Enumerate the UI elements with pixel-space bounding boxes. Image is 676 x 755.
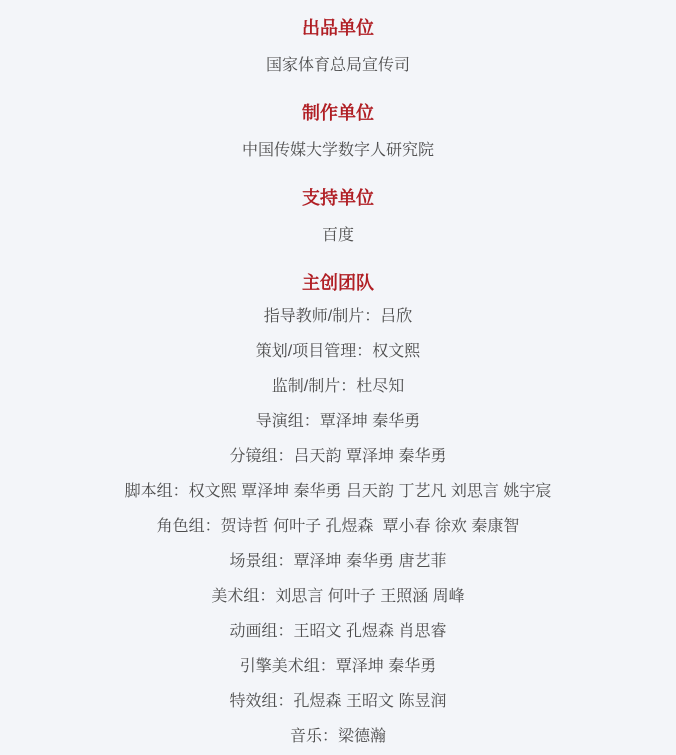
section-team: [0, 271, 676, 749]
section-support: [0, 186, 676, 248]
team-credit-line: 角色组：贺诗哲 何叶子 孔煜森 覃小春 徐欢 秦康智: [156, 518, 520, 535]
section-support-heading: 支持单位: [302, 188, 374, 208]
team-credit-line: 音乐：梁德瀚: [289, 728, 386, 745]
section-producer: [0, 16, 676, 78]
section-production-heading: 制作单位: [302, 103, 374, 123]
team-credit-line: 美术组：刘思言 何叶子 王照涵 周峰: [211, 588, 465, 605]
section-support-content: 百度: [321, 227, 354, 244]
section-producer-heading: 出品单位: [302, 18, 374, 38]
section-production: [0, 101, 676, 163]
team-credit-line: 导演组：覃泽坤 秦华勇: [255, 413, 421, 430]
team-credit-line: 特效组：孔煜森 王昭文 陈昱润: [229, 693, 447, 710]
team-credit-line: 引擎美术组：覃泽坤 秦华勇: [239, 658, 437, 675]
section-production-content: 中国传媒大学数字人研究院: [241, 142, 434, 159]
team-credit-line: 动画组：王昭文 孔煜森 肖思睿: [229, 623, 447, 640]
team-credit-list: [0, 305, 676, 749]
team-credit-line: 指导教师/制片：吕欣: [263, 308, 413, 325]
team-credit-line: 监制/制片：杜尽知: [271, 378, 405, 395]
team-credit-line: 场景组：覃泽坤 秦华勇 唐艺菲: [229, 553, 447, 570]
section-team-heading: 主创团队: [302, 273, 374, 293]
team-credit-line: 脚本组：权文熙 覃泽坤 秦华勇 吕天韵 丁艺凡 刘思言 姚宇宸: [124, 483, 552, 500]
section-producer-content: 国家体育总局宣传司: [265, 57, 410, 74]
team-credit-line: 策划/项目管理：权文熙: [255, 343, 421, 360]
team-credit-line: 分镜组：吕天韵 覃泽坤 秦华勇: [229, 448, 447, 465]
